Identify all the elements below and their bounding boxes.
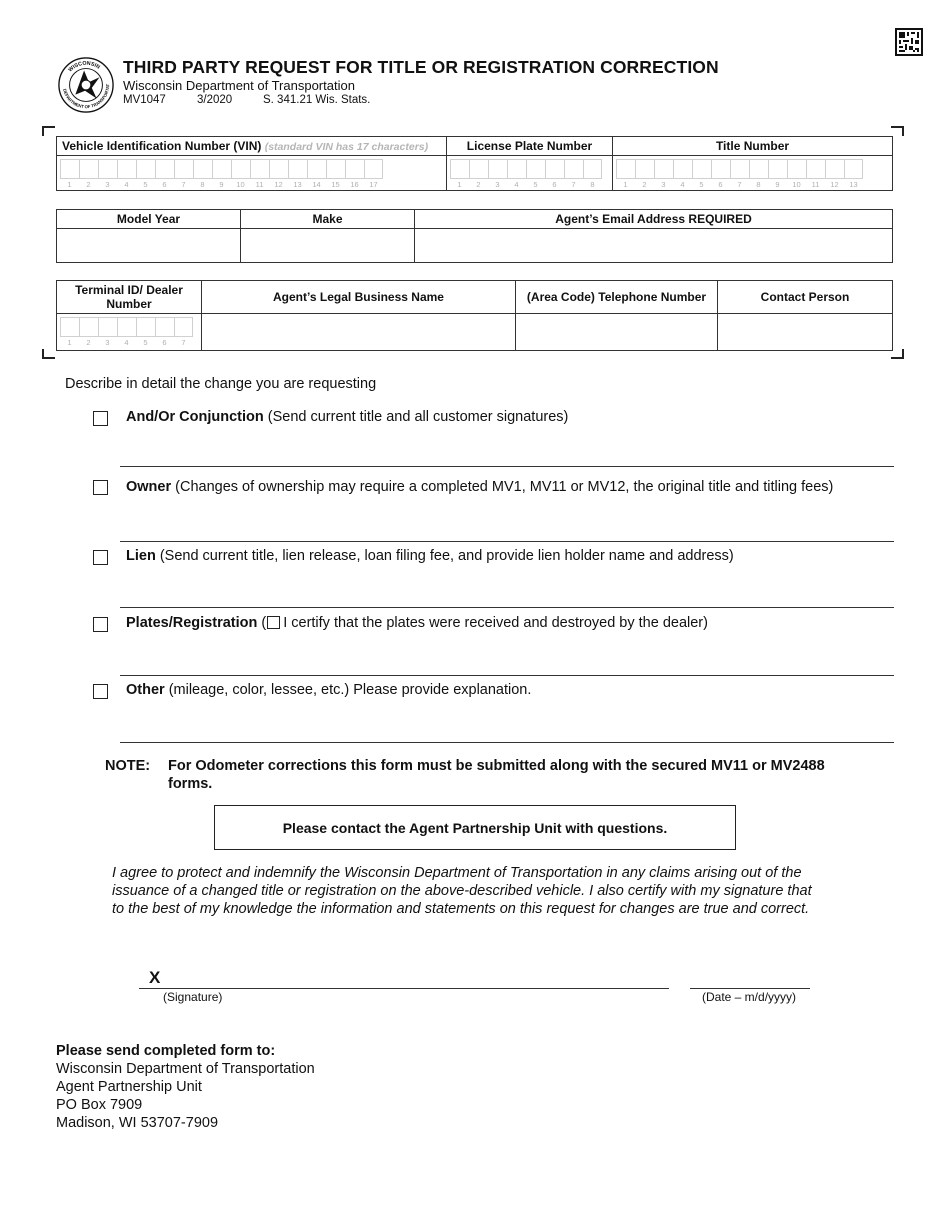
- signature-line[interactable]: [139, 988, 669, 989]
- plates-explanation-line[interactable]: [120, 675, 894, 676]
- model-year-header: Model Year: [57, 210, 241, 229]
- char-box[interactable]: [711, 159, 730, 179]
- vin-header: [57, 137, 447, 156]
- form-date: 3/2020: [197, 94, 233, 106]
- business-name-header: Agent’s Legal Business Name: [202, 281, 516, 314]
- form-number: MV1047: [123, 94, 166, 106]
- char-box[interactable]: [117, 317, 136, 337]
- char-index-number: 11: [255, 180, 264, 189]
- plate-header: License Plate Number: [447, 137, 613, 156]
- char-box[interactable]: [155, 159, 174, 179]
- char-index-number: 4: [514, 180, 519, 189]
- phone-header: (Area Code) Telephone Number: [516, 281, 718, 314]
- char-box[interactable]: [345, 159, 364, 179]
- char-box[interactable]: [545, 159, 564, 179]
- char-box[interactable]: [212, 159, 231, 179]
- char-index-number: 10: [236, 180, 245, 189]
- date-line[interactable]: [690, 988, 810, 989]
- terminal-header: Terminal ID/ Dealer Number: [57, 281, 202, 314]
- char-index-number: 2: [86, 338, 91, 347]
- form-meta: [123, 94, 370, 106]
- agent-info-table: [56, 280, 893, 351]
- char-box[interactable]: [673, 159, 692, 179]
- char-box[interactable]: [60, 159, 79, 179]
- title-number-input[interactable]: [613, 156, 893, 191]
- char-index-number: 8: [590, 180, 595, 189]
- seal-text-bottom: DEPARTMENT OF TRANSPORTAT: [62, 83, 111, 110]
- char-box[interactable]: [692, 159, 711, 179]
- char-box[interactable]: [749, 159, 768, 179]
- char-box[interactable]: [288, 159, 307, 179]
- char-box[interactable]: [730, 159, 749, 179]
- char-index-number: 3: [661, 180, 666, 189]
- department-name: Wisconsin Department of Transportation: [123, 78, 355, 93]
- char-box[interactable]: [174, 159, 193, 179]
- terminal-id-input[interactable]: [57, 314, 202, 351]
- char-box[interactable]: [326, 159, 345, 179]
- plates-checkbox[interactable]: [93, 617, 108, 632]
- char-index-number: 4: [124, 338, 129, 347]
- lien-explanation-line[interactable]: [120, 607, 894, 608]
- char-index-number: 2: [476, 180, 481, 189]
- mailing-heading: Please send completed form to:: [56, 1043, 276, 1059]
- char-index-number: 8: [200, 180, 205, 189]
- lien-checkbox[interactable]: [93, 550, 108, 565]
- phone-input[interactable]: [516, 314, 718, 351]
- char-box[interactable]: [806, 159, 825, 179]
- barcode-icon: [895, 28, 923, 56]
- conjunction-desc: (Send current title and all customer signatures): [263, 409, 569, 425]
- owner-explanation-line[interactable]: [120, 541, 894, 542]
- lien-title: Lien: [126, 548, 156, 564]
- char-index-number: 17: [369, 180, 378, 189]
- wisdot-seal-logo: [57, 56, 115, 114]
- char-index-number: 3: [105, 338, 110, 347]
- char-box[interactable]: [507, 159, 526, 179]
- corner-mark: [42, 349, 55, 359]
- date-label: (Date – m/d/yyyy): [702, 990, 797, 1004]
- char-box[interactable]: [231, 159, 250, 179]
- other-checkbox[interactable]: [93, 684, 108, 699]
- form-title: THIRD PARTY REQUEST FOR TITLE OR REGISTRATION CORRECTION: [123, 57, 719, 77]
- vehicle-info-table: [56, 209, 893, 263]
- char-box[interactable]: [564, 159, 583, 179]
- char-index-number: 7: [181, 338, 186, 347]
- char-index-number: 5: [143, 180, 148, 189]
- lien-option-label: [126, 548, 734, 564]
- char-box[interactable]: [79, 317, 98, 337]
- corner-mark: [891, 126, 904, 136]
- other-explanation-line[interactable]: [120, 742, 894, 743]
- char-box[interactable]: [193, 159, 212, 179]
- char-index-number: 1: [67, 338, 72, 347]
- char-index-number: 7: [181, 180, 186, 189]
- char-box[interactable]: [250, 159, 269, 179]
- contact-person-input[interactable]: [718, 314, 893, 351]
- char-index-number: 1: [67, 180, 72, 189]
- mailing-address: [56, 1042, 315, 1132]
- conjunction-explanation-line[interactable]: [120, 466, 894, 467]
- char-index-number: 7: [571, 180, 576, 189]
- char-box[interactable]: [307, 159, 326, 179]
- conjunction-title: And/Or Conjunction: [126, 409, 264, 425]
- vin-label: Vehicle Identification Number (VIN): [62, 139, 262, 153]
- char-index-number: 6: [718, 180, 723, 189]
- note-text: For Odometer corrections this form must be submitted along with the secured MV11 or MV2488 forms.: [168, 758, 825, 792]
- char-index-number: 12: [274, 180, 283, 189]
- vin-hint: (standard VIN has 17 characters): [264, 141, 429, 153]
- plate-input[interactable]: [447, 156, 613, 191]
- lien-desc: (Send current title, lien release, loan filing fee, and provide lien holder name and address): [155, 548, 734, 564]
- char-index-number: 10: [792, 180, 801, 189]
- contact-person-header: Contact Person: [718, 281, 893, 314]
- char-index-number: 4: [680, 180, 685, 189]
- char-index-number: 2: [86, 180, 91, 189]
- char-index-number: 16: [350, 180, 359, 189]
- mailing-line: Madison, WI 53707-7909: [56, 1115, 219, 1131]
- plates-cert-text: I certify that the plates were received and destroyed by the dealer): [283, 615, 708, 631]
- char-index-number: 5: [699, 180, 704, 189]
- char-index-number: 5: [533, 180, 538, 189]
- signature-x-mark: X: [149, 968, 161, 987]
- email-header: Agent’s Email Address REQUIRED: [415, 210, 893, 229]
- plates-destroyed-checkbox[interactable]: [267, 616, 280, 629]
- conjunction-option-label: [126, 409, 568, 425]
- seal-text-top: WISCONSIN: [67, 60, 101, 74]
- other-desc: (mileage, color, lessee, etc.) Please provide explanation.: [164, 682, 532, 698]
- char-box[interactable]: [155, 317, 174, 337]
- char-box[interactable]: [117, 159, 136, 179]
- char-index-number: 1: [457, 180, 462, 189]
- char-box[interactable]: [616, 159, 635, 179]
- corner-mark: [42, 126, 55, 136]
- conjunction-checkbox[interactable]: [93, 411, 108, 426]
- char-index-number: 1: [623, 180, 628, 189]
- char-box[interactable]: [635, 159, 654, 179]
- mailing-line: Agent Partnership Unit: [56, 1079, 202, 1095]
- char-box[interactable]: [98, 159, 117, 179]
- other-title: Other: [126, 682, 165, 698]
- char-index-number: 7: [737, 180, 742, 189]
- plates-title: Plates/Registration: [126, 615, 258, 631]
- business-name-input[interactable]: [202, 314, 516, 351]
- make-header: Make: [241, 210, 415, 229]
- char-index-number: 13: [849, 180, 858, 189]
- char-index-number: 8: [756, 180, 761, 189]
- contact-notice-text: Please contact the Agent Partnership Unit with questions.: [282, 819, 668, 836]
- char-box[interactable]: [768, 159, 787, 179]
- mailing-line: Wisconsin Department of Transportation: [56, 1061, 315, 1077]
- char-box[interactable]: [269, 159, 288, 179]
- note-label: NOTE:: [105, 758, 151, 774]
- char-index-number: 4: [124, 180, 129, 189]
- char-box[interactable]: [174, 317, 193, 337]
- char-index-number: 5: [143, 338, 148, 347]
- char-index-number: 9: [219, 180, 224, 189]
- char-index-number: 9: [775, 180, 780, 189]
- char-box[interactable]: [787, 159, 806, 179]
- char-box[interactable]: [98, 317, 117, 337]
- title-header: Title Number: [613, 137, 893, 156]
- owner-checkbox[interactable]: [93, 480, 108, 495]
- char-box[interactable]: [526, 159, 545, 179]
- char-index-number: 12: [830, 180, 839, 189]
- indemnity-statement: I agree to protect and indemnify the Wisconsin Department of Transportation in any claims arising out of the issuance of a changed title or registration on the above-described vehicle. I also certify with my signature that to the best of my knowledge the information and statements on this request for changes are true and correct.: [112, 865, 812, 917]
- char-index-number: 6: [552, 180, 557, 189]
- char-box[interactable]: [79, 159, 98, 179]
- char-box[interactable]: [583, 159, 602, 179]
- statute: S. 341.21 Wis. Stats.: [263, 94, 371, 106]
- char-box[interactable]: [136, 159, 155, 179]
- plates-desc-open: (: [257, 615, 267, 631]
- make-input[interactable]: [241, 229, 415, 263]
- char-index-number: 11: [811, 180, 820, 189]
- email-input[interactable]: [415, 229, 893, 263]
- owner-option-label: [126, 479, 833, 495]
- char-box[interactable]: [654, 159, 673, 179]
- describe-label: Describe in detail the change you are requesting: [65, 376, 377, 392]
- char-box[interactable]: [825, 159, 844, 179]
- contact-notice-box: [214, 805, 736, 850]
- char-index-number: 3: [495, 180, 500, 189]
- char-index-number: 13: [293, 180, 302, 189]
- plates-option-label: [126, 615, 708, 631]
- char-index-number: 15: [331, 180, 340, 189]
- vehicle-id-table: [56, 136, 893, 191]
- owner-desc: (Changes of ownership may require a completed MV1, MV11 or MV12, the original title and titling fees): [171, 479, 834, 495]
- char-box[interactable]: [469, 159, 488, 179]
- mailing-line: PO Box 7909: [56, 1097, 143, 1113]
- model-year-input[interactable]: [57, 229, 241, 263]
- char-box[interactable]: [136, 317, 155, 337]
- char-box[interactable]: [364, 159, 383, 179]
- char-box[interactable]: [488, 159, 507, 179]
- char-box[interactable]: [60, 317, 79, 337]
- char-index-number: 3: [105, 180, 110, 189]
- char-index-number: 2: [642, 180, 647, 189]
- char-index-number: 6: [162, 338, 167, 347]
- char-box[interactable]: [450, 159, 469, 179]
- vin-input[interactable]: [57, 156, 447, 191]
- char-index-number: 6: [162, 180, 167, 189]
- other-option-label: [126, 682, 531, 698]
- owner-title: Owner: [126, 479, 172, 495]
- signature-label: (Signature): [163, 990, 223, 1004]
- char-index-number: 14: [312, 180, 321, 189]
- char-box[interactable]: [844, 159, 863, 179]
